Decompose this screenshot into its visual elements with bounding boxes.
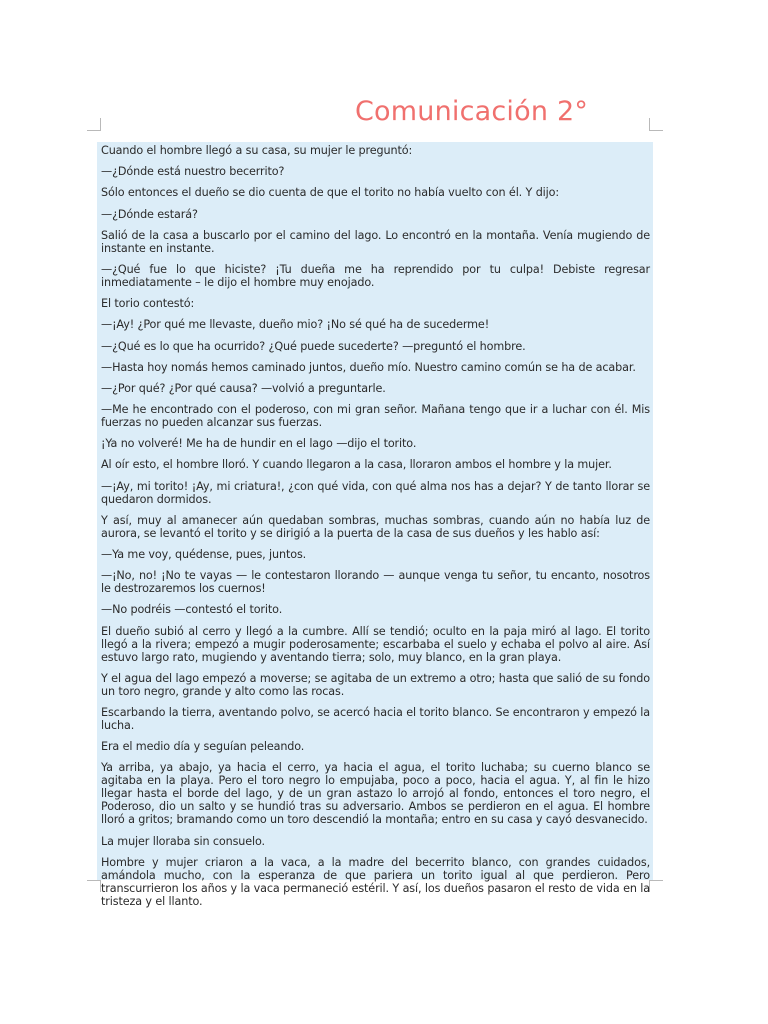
story-paragraph: Al oír esto, el hombre lloró. Y cuando llegaron a la casa, lloraron ambos el hombre y la mujer. (101, 458, 612, 472)
story-paragraph: —¿Qué es lo que ha ocurrido? ¿Qué puede sucederte? —preguntó el hombre. (101, 339, 526, 353)
story-paragraph: Hombre y mujer criaron a la vaca, a la madre del becerrito blanco, con grandes cuidados, amándola mucho, con la esperanza de que pariera un torito igual al que perdieron. Pero transcurrieron los años y la vaca permaneció estéril. Y así, los dueños pasaron el resto de vida en la tristeza y el llanto. (101, 855, 650, 908)
crop-mark-top-left-horizontal (87, 130, 101, 131)
story-paragraph: Escarbando la tierra, aventando polvo, se acercó hacia el torito blanco. Se encontraron y empezó la lucha. (101, 705, 650, 732)
crop-mark-top-left-vertical (100, 118, 101, 130)
story-paragraph: —¿Qué fue lo que hiciste? ¡Tu dueña me ha reprendido por tu culpa! Debiste regresar inmediatamente – le dijo el hombre muy enojado. (101, 262, 650, 289)
story-paragraph: —Hasta hoy nomás hemos caminado juntos, dueño mío. Nuestro camino común se ha de acabar. (101, 360, 636, 374)
story-paragraph: —¿Dónde estará? (101, 207, 198, 221)
story-paragraph: Salió de la casa a buscarlo por el camino del lago. Lo encontró en la montaña. Venía mugiendo de instante en instante. (101, 228, 650, 255)
story-paragraph: —No podréis —contestó el torito. (101, 603, 283, 617)
crop-mark-top-right-horizontal (649, 130, 663, 131)
story-paragraph: La mujer lloraba sin consuelo. (101, 834, 265, 848)
story-paragraph: Sólo entonces el dueño se dio cuenta de que el torito no había vuelto con él. Y dijo: (101, 186, 560, 200)
story-paragraph: —Ya me voy, quédense, pues, juntos. (101, 548, 307, 561)
story-paragraph: El dueño subió al cerro y llegó a la cumbre. Allí se tendió; oculto en la paja miró al lago. El torito llegó a la rivera; empezó a mugir poderosamente; escarbaba el suelo y echaba el polvo al aire. Así estuvo largo rato, mugiendo y aventando tierra; solo, muy blanco, en la gran playa. (101, 624, 650, 664)
story-paragraph: —¡No, no! ¡No te vayas — le contestaron llorando — aunque venga tu señor, tu encanto, nosotros le destrozaremos los cuernos! (101, 569, 650, 596)
crop-mark-bottom-left-horizontal (87, 880, 101, 881)
story-paragraph: —¡Ay, mi torito! ¡Ay, mi criatura!, ¿con qué vida, con qué alma nos has a dejar? Y de tanto llorar se quedaron dormidos. (101, 479, 650, 506)
story-paragraph: —¿Dónde está nuestro becerrito? (101, 165, 285, 179)
story-paragraph: Cuando el hombre llegó a su casa, su mujer le preguntó: (101, 144, 413, 157)
story-paragraph: —¡Ay! ¿Por qué me llevaste, dueño mio? ¡No sé qué ha de sucederme! (101, 318, 490, 332)
story-paragraph: ¡Ya no volveré! Me ha de hundir en el lago —dijo el torito. (101, 437, 417, 451)
story-paragraph: Y así, muy al amanecer aún quedaban sombras, muchas sombras, cuando aún no había luz de aurora, se levantó el torito y se dirigió a la puerta de la casa de sus dueños y les hablo así: (101, 513, 650, 540)
story-paragraph: Era el medio día y seguían peleando. (101, 740, 305, 754)
story-paragraph: Ya arriba, ya abajo, ya hacia el cerro, ya hacia el agua, el torito luchaba; su cuerno blanco se agitaba en la playa. Pero el toro negro lo empujaba, poco a poco, hacia el agua. Y, al fin le hizo llegar hasta el borde del lago, y de un gran astazo lo arrojó al fondo, entonces el toro negro, el Poderoso, dio un salto y se hundió tras su adversario. Ambos se perdieron en el agua. El hombre lloró a gritos; bramando como un toro descendió la montaña; entro en su casa y cayó desvanecido. (101, 761, 650, 827)
story-paragraph: —Me he encontrado con el poderoso, con mi gran señor. Mañana tengo que ir a luchar con él. Mis fuerzas no pueden alcanzar sus fuerzas. (101, 403, 650, 430)
story-paragraph: —¿Por qué? ¿Por qué causa? —volvió a preguntarle. (101, 381, 386, 395)
story-text-block (97, 142, 653, 908)
crop-mark-top-right-vertical (649, 118, 650, 130)
story-paragraph: Y el agua del lago empezó a moverse; se agitaba de un extremo a otro; hasta que salió de su fondo un toro negro, grande y alto como las rocas. (101, 671, 650, 698)
story-paragraph: El torio contestó: (101, 297, 195, 311)
page-header-title: Comunicación 2° (355, 96, 589, 127)
crop-mark-bottom-right-horizontal (649, 880, 663, 881)
